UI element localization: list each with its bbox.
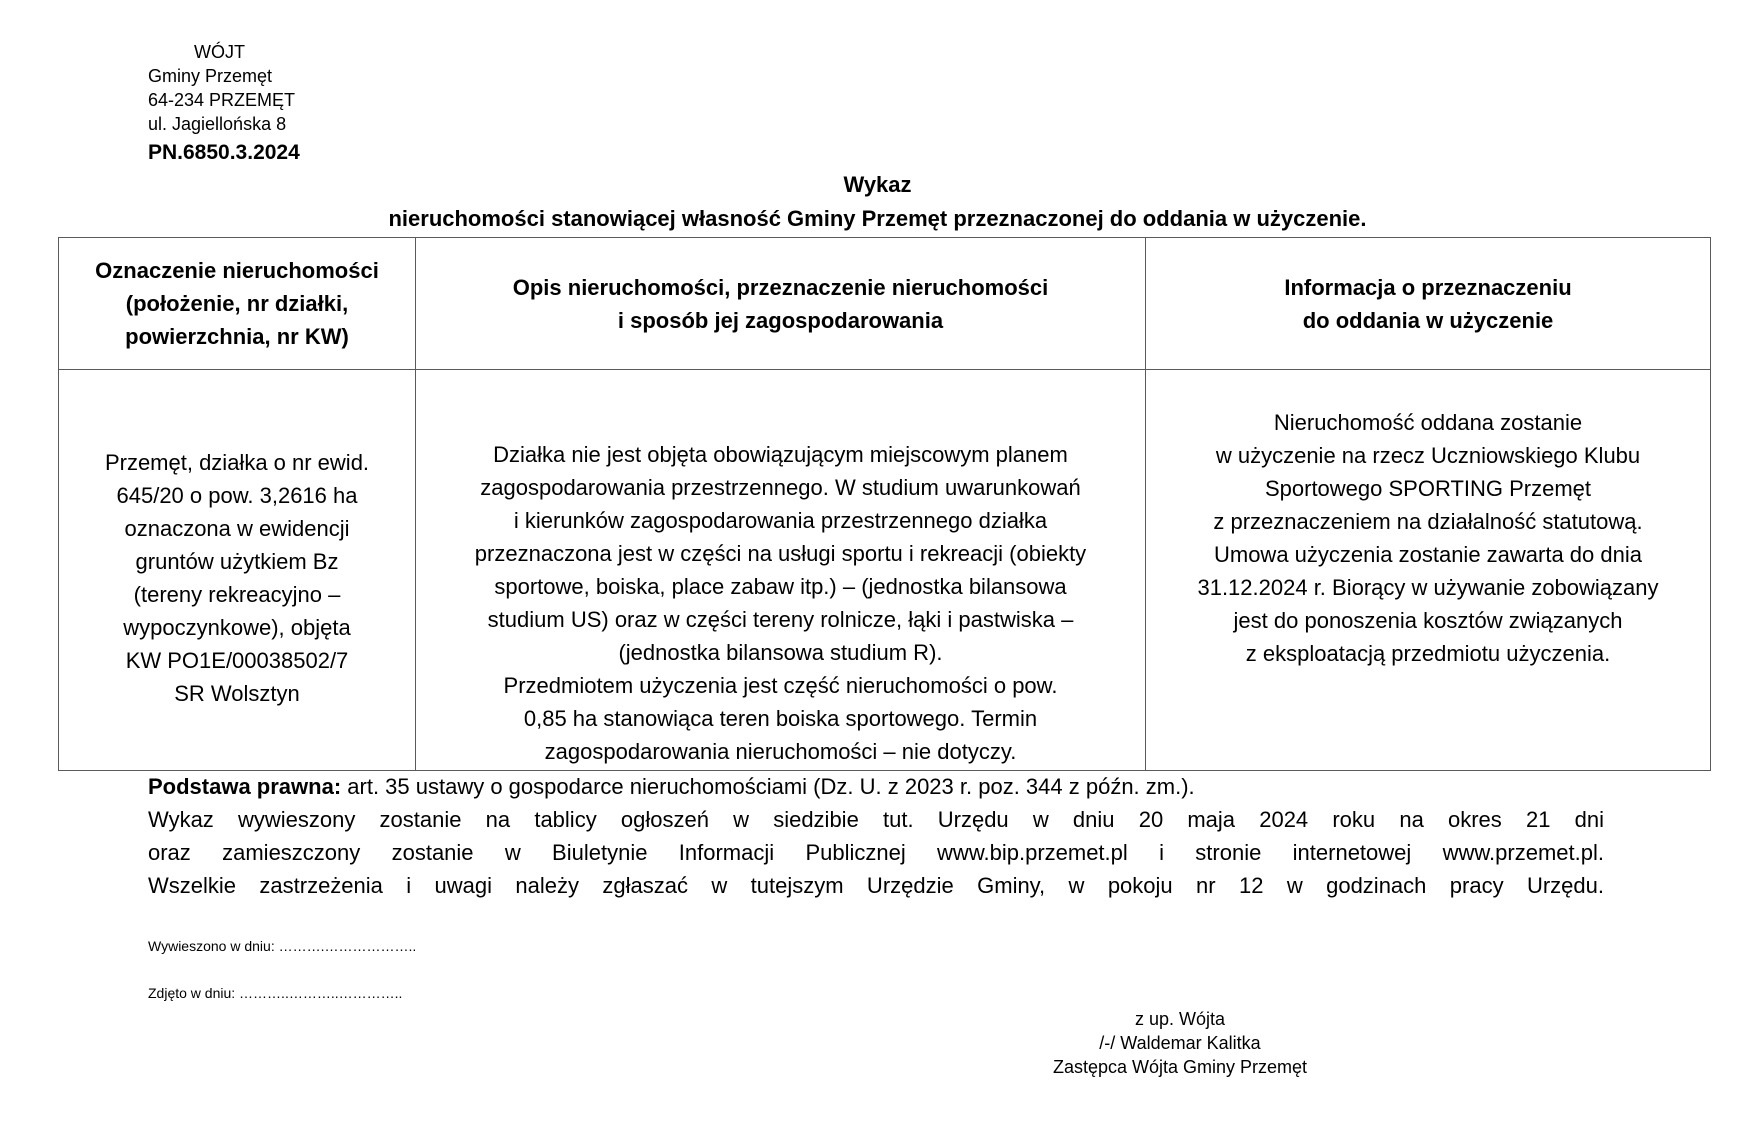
header-property-description: Opis nieruchomości, przeznaczenie nieruchomości i sposób jej zagospodarowania (416, 238, 1146, 370)
property-table (58, 237, 1711, 771)
issuer-postcode: 64-234 PRZEMĘT (148, 90, 296, 110)
cell-property-designation: Przemęt, działka o nr ewid. 645/20 o pow. 3,2616 ha oznaczona w ewidencji gruntów użytkiem Bz (tereny rekreacyjno – wypoczynkowe), objęta KW PO1E/00038502/7 SR Wolsztyn (59, 370, 416, 771)
legal-notice (148, 770, 1604, 902)
legal-publication-line: oraz zamieszczony zostanie w Biuletynie Informacji Publicznej www.bip.przemet.pl i stronie internetowej www.przemet.pl. (148, 840, 1604, 865)
table-row (59, 370, 1711, 771)
document-subtitle: nieruchomości stanowiącej własność Gminy Przemęt przeznaczonej do oddania w użyczenie. (388, 206, 1367, 231)
removed-date-field: Zdjęto w dniu: ………..………..………….. (148, 985, 403, 1001)
signature-position: Zastępca Wójta Gminy Przemęt (1052, 1057, 1308, 1077)
issuer-municipality: Gminy Przemęt (148, 66, 273, 86)
posted-date-field: Wywieszono w dniu: ……….……………….. (148, 938, 417, 954)
legal-basis-label: Podstawa prawna: (148, 774, 342, 799)
reference-number: PN.6850.3.2024 (148, 141, 300, 164)
signature-block (980, 1007, 1380, 1079)
issuer-block (148, 40, 295, 136)
signature-name: /-/ Waldemar Kalitka (1099, 1033, 1261, 1053)
document-title: Wykaz (843, 172, 912, 197)
legal-posting-line: Wykaz wywieszony zostanie na tablicy ogłoszeń w siedzibie tut. Urzędu w dniu 20 maja 2024 roku na okres 21 dni (148, 807, 1604, 832)
cell-property-description: Działka nie jest objęta obowiązującym miejscowym planem zagospodarowania przestrzennego. W studium uwarunkowań i kierunków zagospodarowania przestrzennego działka przeznaczona jest w części na usługi sportu i rekreacji (obiekty sportowe, boiska, place zabaw itp.) – (jednostka bilansowa studium US) oraz w części tereny rolnicze, łąki i pastwiska – (jednostka bilansowa studium R). Przedmiotem użyczenia jest część nieruchomości o pow. 0,85 ha stanowiąca teren boiska sportowego. Termin zagospodarowania nieruchomości – nie dotyczy. (416, 370, 1146, 771)
issuer-title: WÓJT (194, 42, 245, 62)
legal-basis-text: art. 35 ustawy o gospodarce nieruchomościami (Dz. U. z 2023 r. poz. 344 z późn. zm.). (341, 774, 1195, 799)
header-property-designation: Oznaczenie nieruchomości (położenie, nr działki, powierzchnia, nr KW) (59, 238, 416, 370)
cell-designation-info: Nieruchomość oddana zostanie w użyczenie na rzecz Uczniowskiego Klubu Sportowego SPORTING Przemęt z przeznaczeniem na działalność statutową. Umowa użyczenia zostanie zawarta do dnia 31.12.2024 r. Biorący w używanie zobowiązany jest do ponoszenia kosztów związanych z eksploatacją przedmiotu użyczenia. (1146, 370, 1711, 771)
issuer-street: ul. Jagiellońska 8 (148, 114, 287, 134)
legal-basis (148, 770, 1604, 803)
table-header-row (59, 238, 1711, 370)
header-designation-info: Informacja o przeznaczeniu do oddania w użyczenie (1146, 238, 1711, 370)
legal-objections-line: Wszelkie zastrzeżenia i uwagi należy zgłaszać w tutejszym Urzędzie Gminy, w pokoju nr 12 w godzinach pracy Urzędu. (148, 873, 1604, 898)
signature-authority: z up. Wójta (1134, 1009, 1226, 1029)
